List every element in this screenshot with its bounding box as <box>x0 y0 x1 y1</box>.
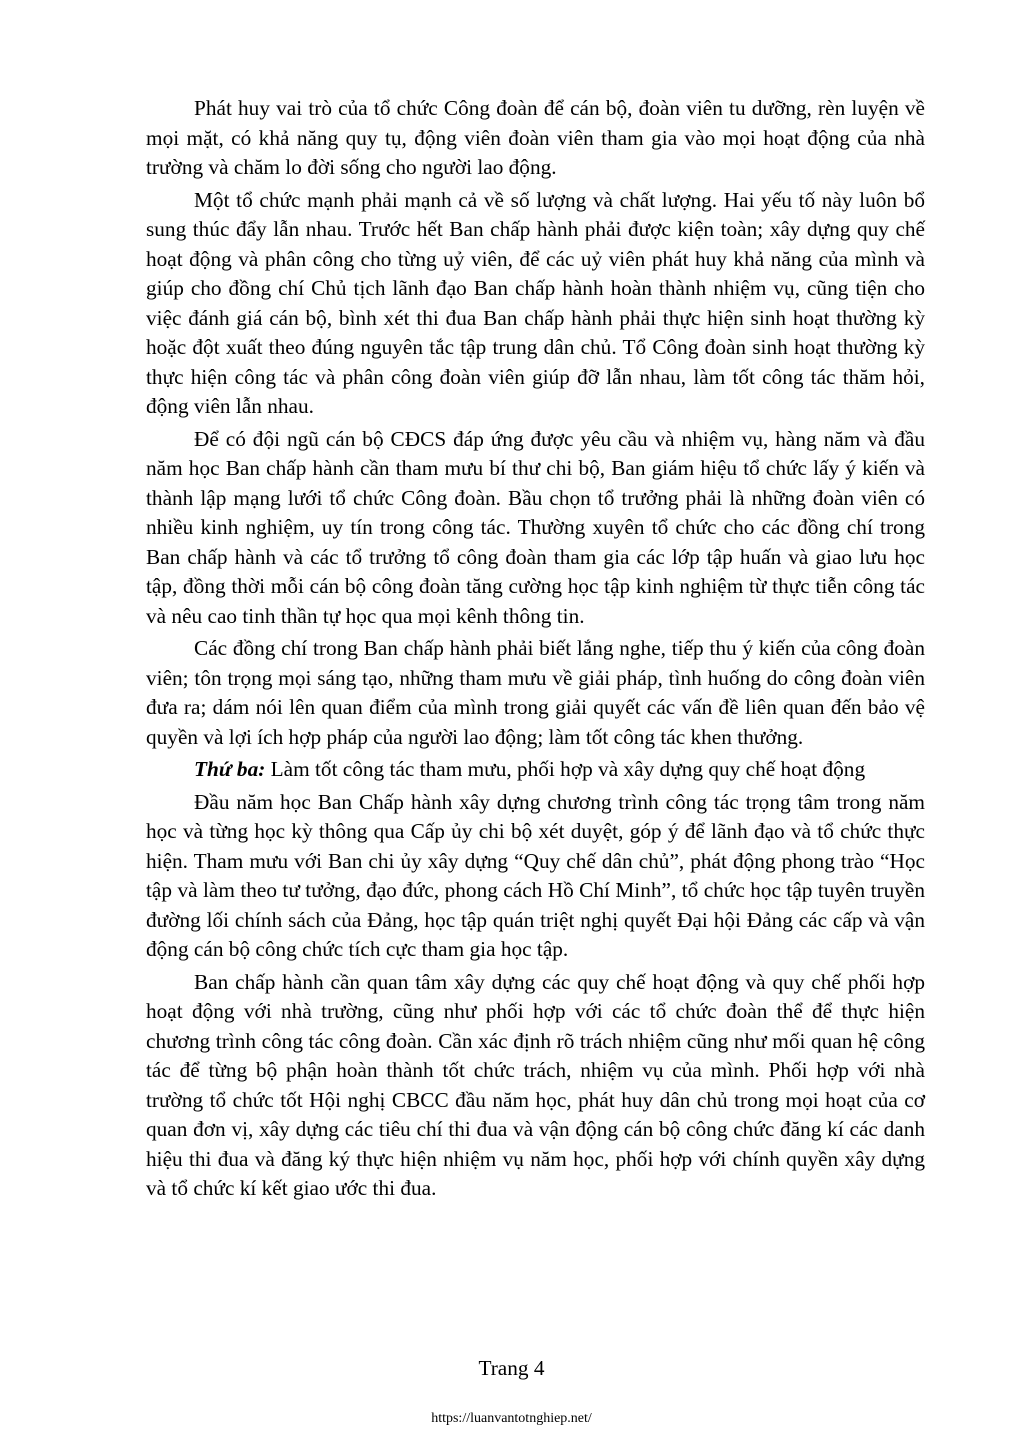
body-paragraph: Ban chấp hành cần quan tâm xây dựng các quy chế hoạt động và quy chế phối hợp hoạt động với nhà trường, cũng như phối hợp với các tổ chức đoàn thể để thực hiện chương trình công tác công đoàn. Cần xác định rõ trách nhiệm cũng như mối quan hệ công tác để từng bộ phận hoàn thành tốt chức trách, nhiệm vụ của mình. Phối hợp với nhà trường tổ chức tốt Hội nghị CBCC đầu năm học, phát huy dân chủ trong mọi hoạt của cơ quan đơn vị, xây dựng các tiêu chí thi đua và vận động cán bộ công chức đăng kí các danh hiệu thi đua và đăng ký thực hiện nhiệm vụ năm học, phối hợp với chính quyền xây dựng và tổ chức kí kết giao ước thi đua. <box>146 969 925 1200</box>
body-paragraph: Phát huy vai trò của tổ chức Công đoàn để cán bộ, đoàn viên tu dưỡng, rèn luyện về mọi mặt, có khả năng quy tụ, động viên đoàn viên tham gia vào mọi hoạt động của nhà trường và chăm lo đời sống cho người lao động. <box>146 96 925 179</box>
section-heading-label: Thứ ba: <box>194 757 266 781</box>
page-number: Trang 4 <box>478 1356 545 1380</box>
body-paragraph: Để có đội ngũ cán bộ CĐCS đáp ứng được yêu cầu và nhiệm vụ, hàng năm và đầu năm học Ban chấp hành cần tham mưu bí thư chi bộ, Ban giám hiệu tổ chức lấy ý kiến và thành lập mạng lưới tổ chức Công đoàn. Bầu chọn tổ trưởng phải là những đoàn viên có nhiều kinh nghiệm, uy tín trong công tác. Thường xuyên tổ chức cho các đồng chí trong Ban chấp hành và các tổ trưởng tổ công đoàn tham gia các lớp tập huấn và giao lưu học tập, đồng thời mỗi cán bộ công đoàn tăng cường học tập kinh nghiệm từ thực tiễn công tác và nêu cao tinh thần tự học qua mọi kênh thông tin. <box>146 426 925 628</box>
source-url: https://luanvantotnghiep.net/ <box>431 1411 592 1426</box>
body-paragraph: Đầu năm học Ban Chấp hành xây dựng chương trình công tác trọng tâm trong năm học và từng học kỳ thông qua Cấp ủy chi bộ xét duyệt, góp ý để lãnh đạo và tổ chức thực hiện. Tham mưu với Ban chi ủy xây dựng “Quy chế dân chủ”, phát động phong trào “Học tập và làm theo tư tưởng, đạo đức, phong cách Hồ Chí Minh”, tổ chức học tập tuyên truyền đường lối chính sách của Đảng, học tập quán triệt nghị quyết Đại hội Đảng các cấp và vận động cán bộ công chức tích cực tham gia học tập. <box>146 789 925 961</box>
body-paragraph: Một tổ chức mạnh phải mạnh cả về số lượng và chất lượng. Hai yếu tố này luôn bổ sung thúc đẩy lẫn nhau. Trước hết Ban chấp hành phải được kiện toàn; xây dựng quy chế hoạt động và phân công cho từng uỷ viên, để các uỷ viên phát huy khả năng của mình và giúp cho đồng chí Chủ tịch lãnh đạo Ban chấp hành hoàn thành nhiệm vụ, cũng tiện cho việc đánh giá cán bộ, bình xét thi đua Ban chấp hành phải thực hiện sinh hoạt thường kỳ hoặc đột xuất theo đúng nguyên tắc tập trung dân chủ. Tổ Công đoàn sinh hoạt thường kỳ thực hiện công tác và phân công đoàn viên giúp đỡ lẫn nhau, làm tốt công tác thăm hỏi, động viên lẫn nhau. <box>146 187 925 418</box>
document-body <box>146 94 925 1207</box>
section-heading-text: Làm tốt công tác tham mưu, phối hợp và xây dựng quy chế hoạt động <box>265 757 866 781</box>
section-heading <box>146 755 925 785</box>
body-paragraph: Các đồng chí trong Ban chấp hành phải biết lắng nghe, tiếp thu ý kiến của công đoàn viên; tôn trọng mọi sáng tạo, những tham mưu về giải pháp, tình huống do công đoàn viên đưa ra; dám nói lên quan điểm của mình trong giải quyết các vấn đề liên quan đến bảo vệ quyền và lợi ích hợp pháp của người lao động; làm tốt công tác khen thưởng. <box>146 636 925 749</box>
